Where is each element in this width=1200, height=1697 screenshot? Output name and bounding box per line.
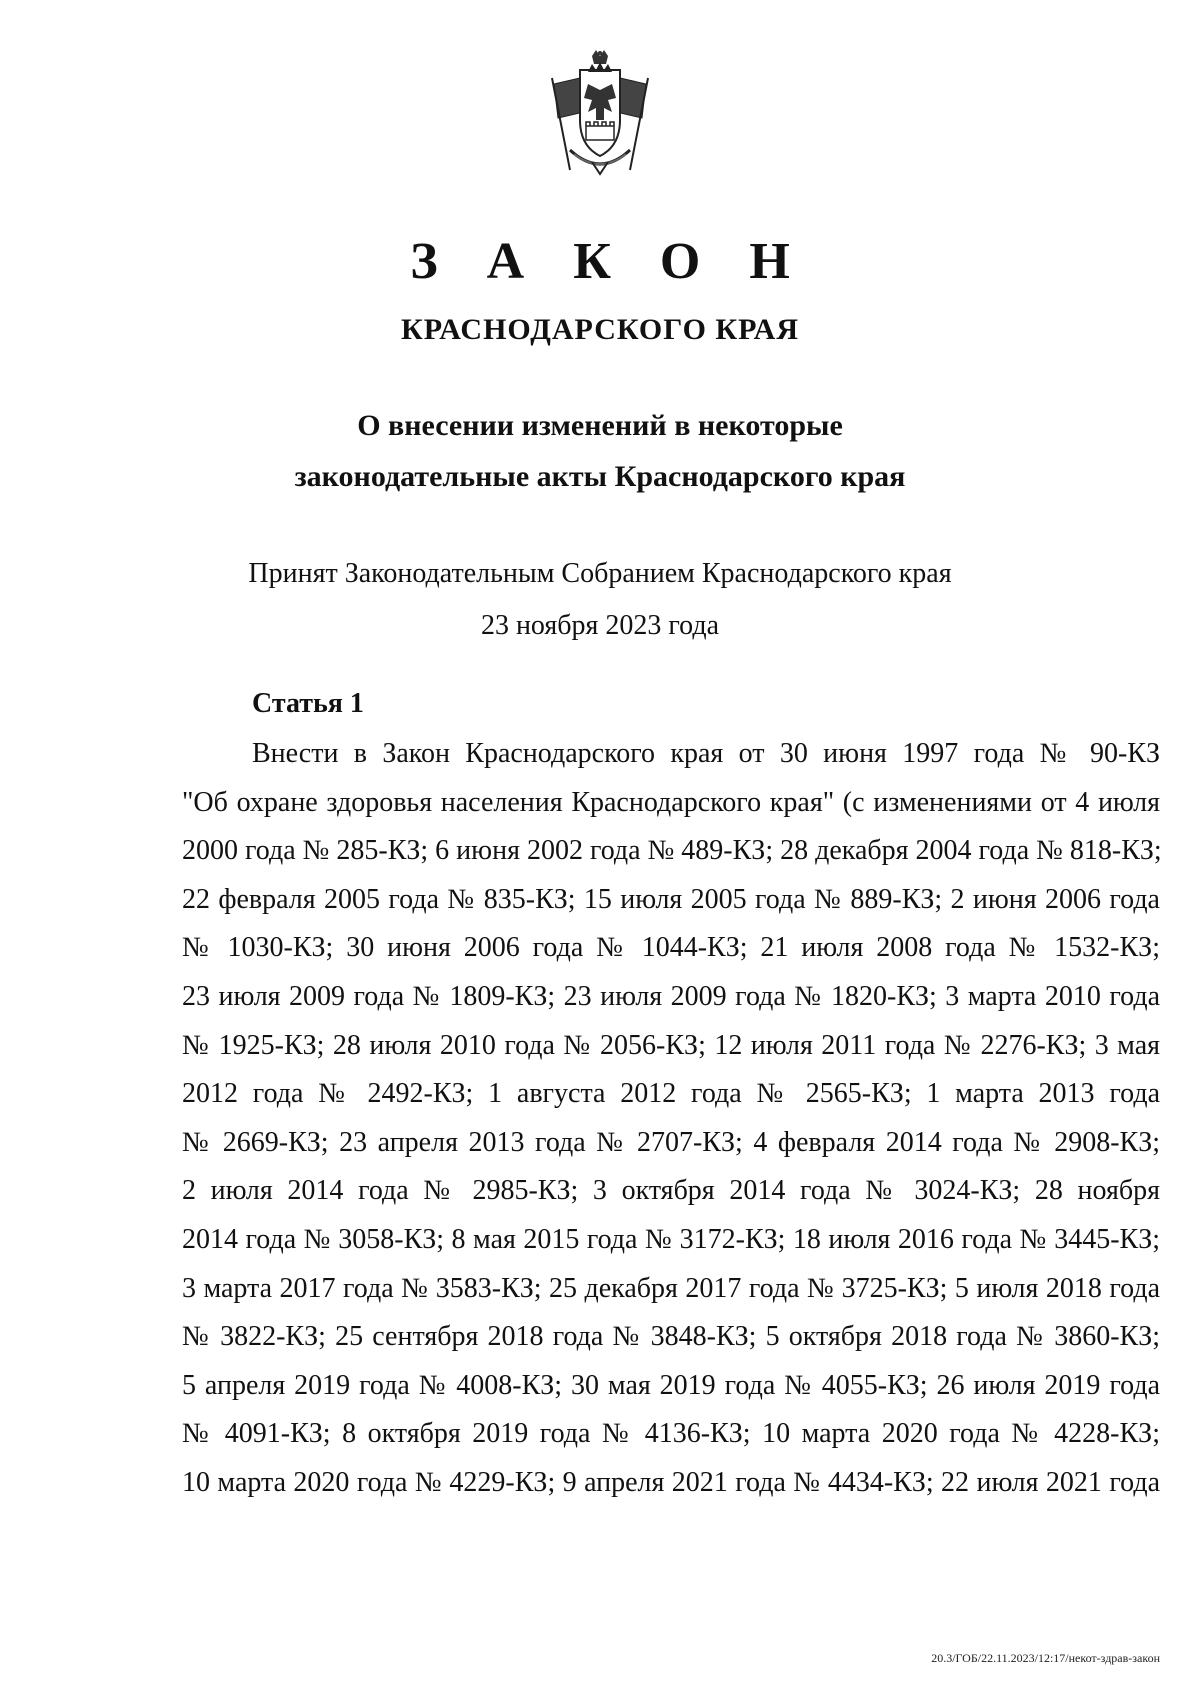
- adoption-info: [0, 548, 1200, 652]
- adoption-date: 23 ноября 2023 года: [480, 610, 720, 641]
- article-line: 22 февраля 2005 года № 835-КЗ; 15 июля 2005 года № 889-КЗ; 2 июня 2006 года: [182, 883, 1160, 915]
- article-line: № 4091-КЗ; 8 октября 2019 года № 4136-КЗ; 10 марта 2020 года № 4228-КЗ;: [182, 1418, 1160, 1450]
- article-line: 10 марта 2020 года № 4229-КЗ; 9 апреля 2021 года № 4434-КЗ; 22 июля 2021 года: [182, 1466, 1160, 1498]
- article-line: 2012 года № 2492-КЗ; 1 августа 2012 года № 2565-КЗ; 1 марта 2013 года: [182, 1078, 1160, 1110]
- article-line: 5 апреля 2019 года № 4008-КЗ; 30 мая 2019 года № 4055-КЗ; 26 июля 2019 года: [182, 1369, 1160, 1401]
- region-name: КРАСНОДАРСКОГО КРАЯ: [401, 313, 799, 346]
- article-text: [182, 730, 1160, 1508]
- article-line: № 3822-КЗ; 25 сентября 2018 года № 3848-КЗ; 5 октября 2018 года № 3860-КЗ;: [182, 1321, 1160, 1353]
- article-line: 2014 года № 3058-КЗ; 8 мая 2015 года № 3172-КЗ; 18 июля 2016 года № 3445-КЗ;: [182, 1223, 1160, 1255]
- article-line: 2000 года № 285-КЗ; 6 июня 2002 года № 489-КЗ; 28 декабря 2004 года № 818-КЗ;: [182, 835, 1162, 867]
- article-line: № 1925-КЗ; 28 июля 2010 года № 2056-КЗ; 12 июля 2011 года № 2276-КЗ; 3 мая: [182, 1029, 1160, 1061]
- article-line: № 1030-КЗ; 30 июня 2006 года № 1044-КЗ; 21 июля 2008 года № 1532-КЗ;: [182, 932, 1160, 964]
- law-subject: [0, 400, 1200, 502]
- article-line: "Об охране здоровья населения Краснодарского края" (с изменениями от 4 июля: [182, 786, 1160, 818]
- article-line: 2 июля 2014 года № 2985-КЗ; 3 октября 2014 года № 3024-КЗ; 28 ноября: [182, 1175, 1160, 1207]
- law-title: З А К О Н: [410, 233, 808, 290]
- article-line: 3 марта 2017 года № 3583-КЗ; 25 декабря 2017 года № 3725-КЗ; 5 июля 2018 года: [182, 1272, 1160, 1304]
- article-heading: Статья 1: [252, 688, 364, 719]
- document-footer-code: 20.3/ГОБ/22.11.2023/12:17/некот-здрав-закон: [931, 1651, 1160, 1665]
- adoption-body: Принят Законодательным Собранием Краснодарского края: [248, 558, 952, 589]
- law-subject-line: законодательные акты Краснодарского края: [294, 460, 906, 493]
- article-line: № 2669-КЗ; 23 апреля 2013 года № 2707-КЗ; 4 февраля 2014 года № 2908-КЗ;: [182, 1126, 1160, 1158]
- article-line: Внести в Закон Краснодарского края от 30 июня 1997 года № 90-КЗ: [252, 738, 1160, 769]
- coat-of-arms-icon: [540, 50, 660, 180]
- article-line: 23 июля 2009 года № 1809-КЗ; 23 июля 2009 года № 1820-КЗ; 3 марта 2010 года: [182, 980, 1160, 1012]
- law-subject-line: О внесении изменений в некоторые: [357, 409, 843, 442]
